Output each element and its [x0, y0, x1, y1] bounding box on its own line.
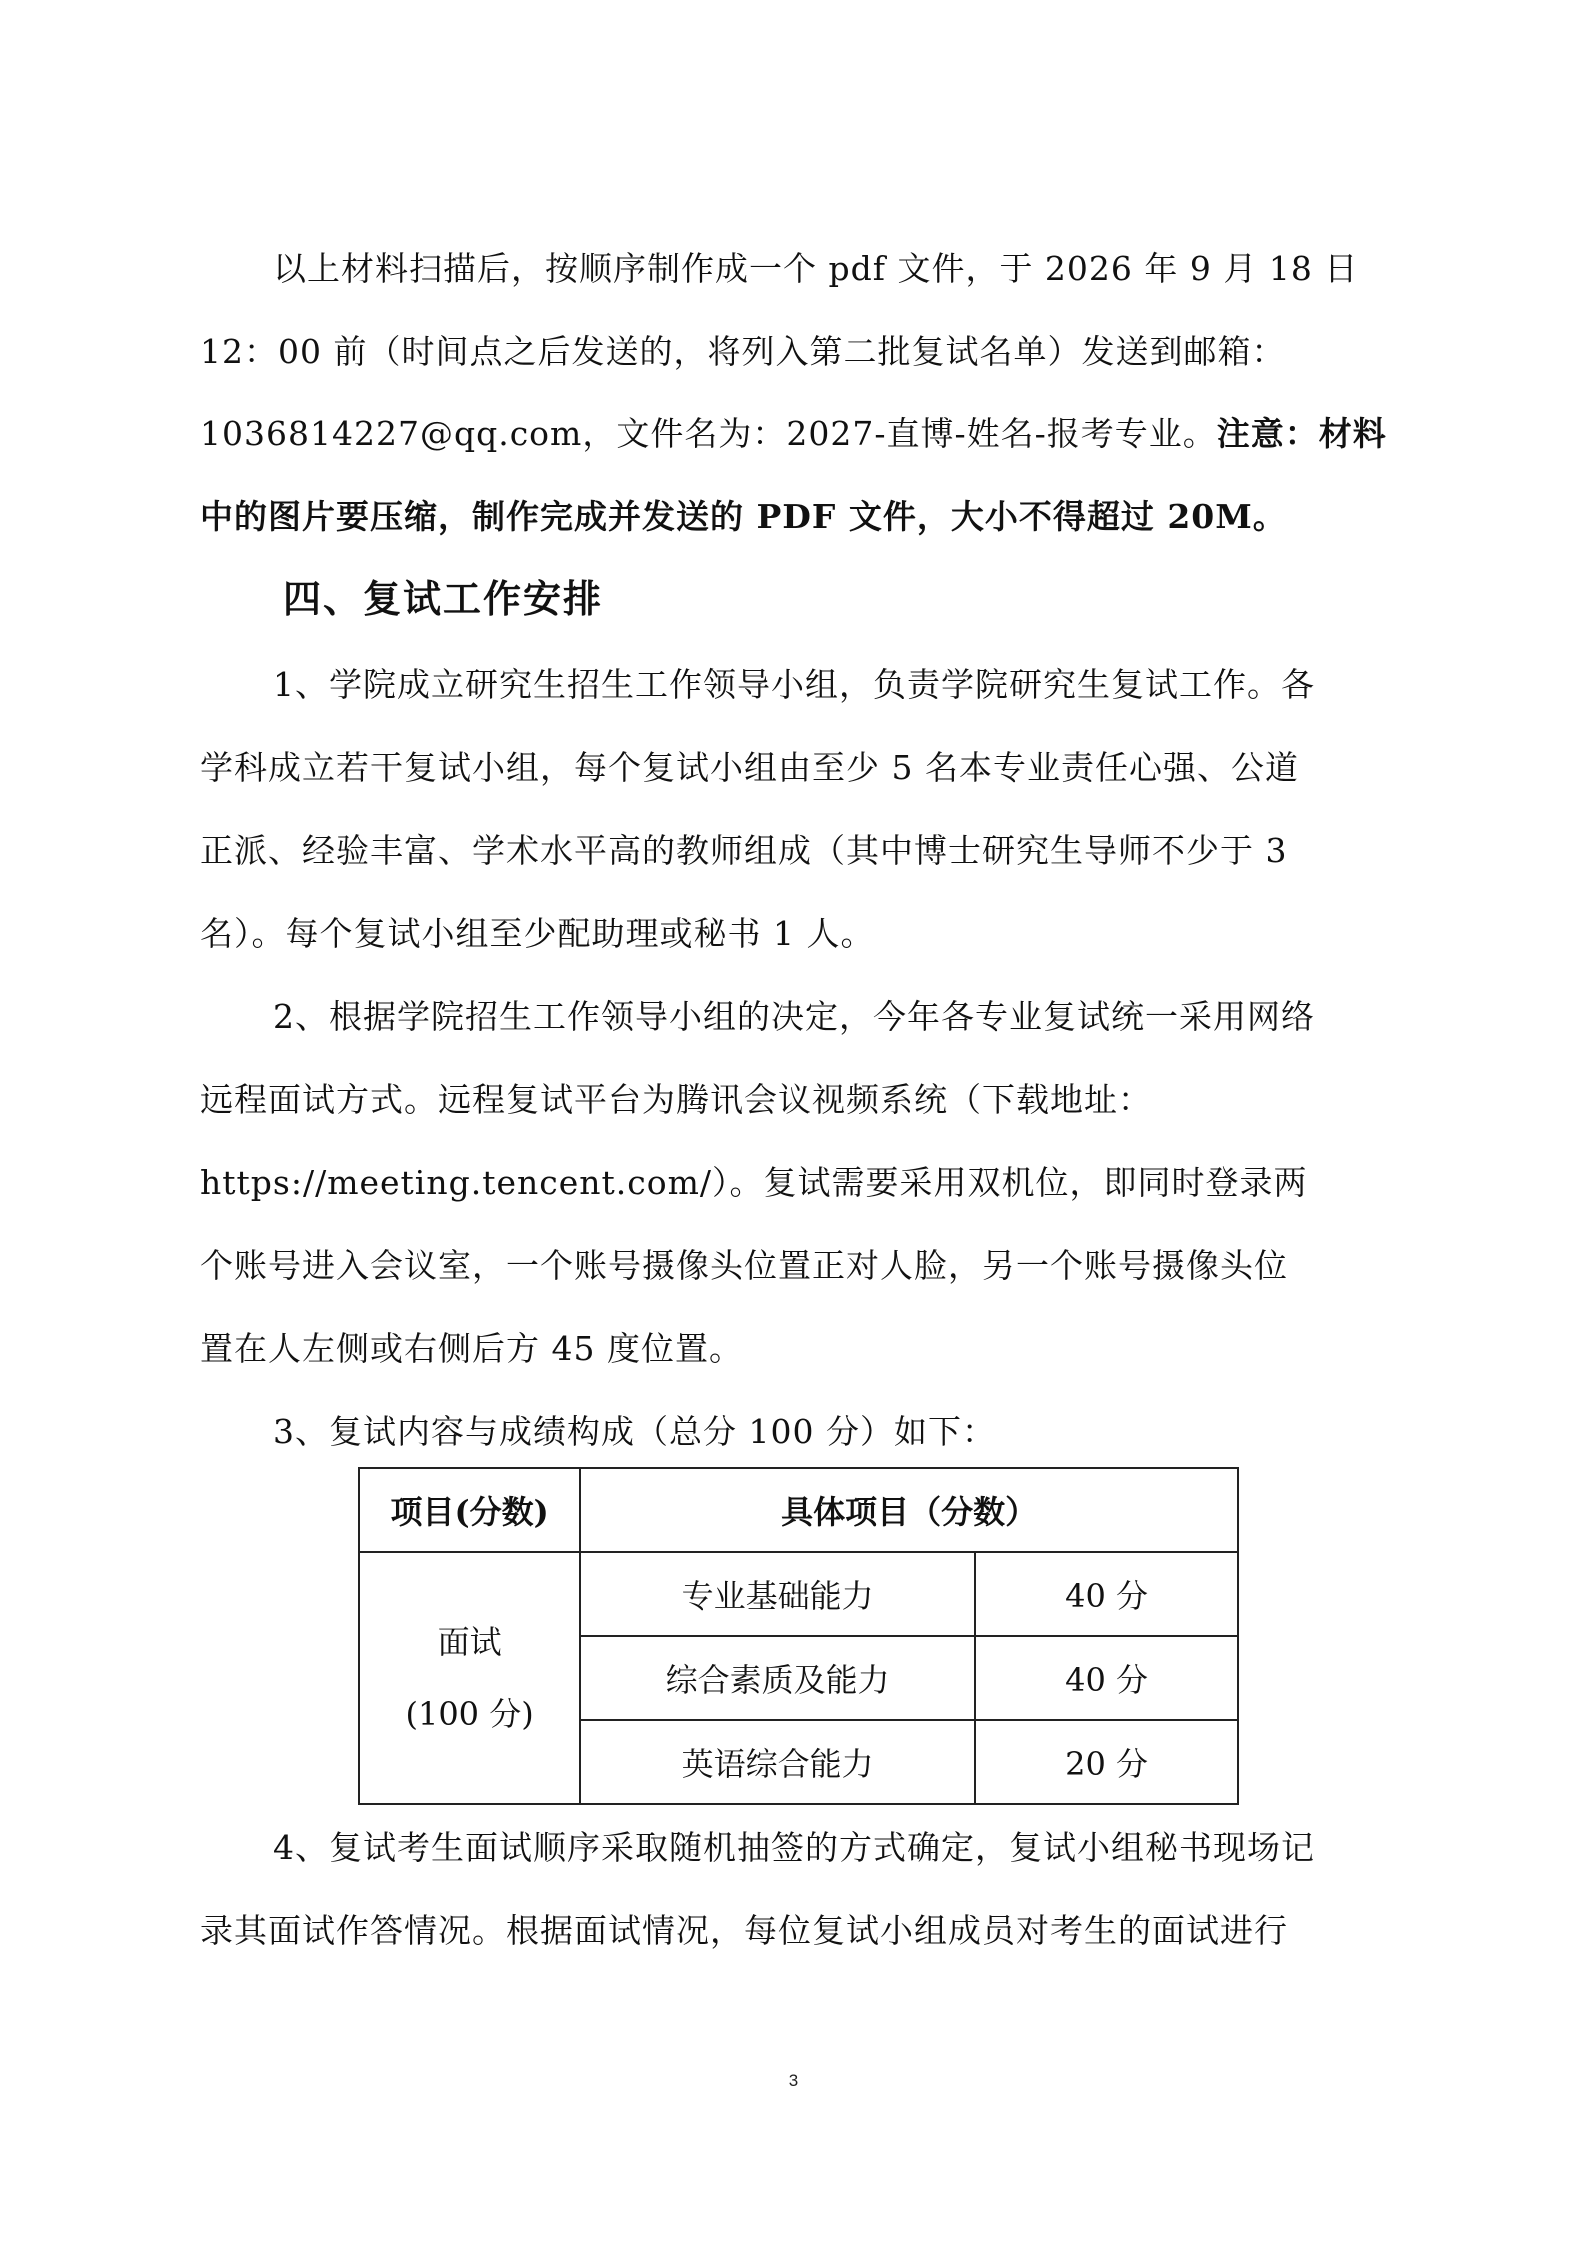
item-4-line-1: 4、复试考生面试顺序采取随机抽签的方式确定，复试小组秘书现场记	[273, 1828, 1315, 1867]
interview-category-name: 面试	[437, 1623, 502, 1661]
submit-paragraph-line-3	[200, 412, 1387, 456]
header-detail-cell: 具体项目（分数）	[580, 1468, 1238, 1552]
item-4-line-2: 录其面试作答情况。根据面试情况，每位复试小组成员对考生的面试进行	[200, 1911, 1288, 1950]
item-1-line-1: 1、学院成立研究生招生工作领导小组，负责学院研究生复试工作。各	[273, 665, 1315, 704]
section-heading: 四、复试工作安排	[283, 576, 604, 621]
row-name-cell: 专业基础能力	[580, 1552, 975, 1636]
row-name-cell: 英语综合能力	[580, 1720, 975, 1804]
email-filename-text: 1036814227@qq.com，文件名为：2027-直博-姓名-报考专业。	[200, 414, 1217, 453]
header-item-cell: 项目(分数)	[359, 1468, 580, 1552]
item-2-line-1: 2、根据学院招生工作领导小组的决定，今年各专业复试统一采用网络	[273, 997, 1315, 1036]
table-header-row	[359, 1468, 1238, 1552]
page-number: 3	[788, 2071, 799, 2090]
row-score-cell: 40 分	[975, 1636, 1238, 1720]
item-1-line-2: 学科成立若干复试小组，每个复试小组由至少 5 名本专业责任心强、公道	[200, 748, 1299, 787]
notice-label-text: 注意：材料	[1216, 414, 1387, 453]
item-1-line-4: 名）。每个复试小组至少配助理或秘书 1 人。	[200, 914, 875, 953]
submit-paragraph-line-2: 12：00 前（时间点之后发送的，将列入第二批复试名单）发送到邮箱：	[200, 332, 1286, 371]
row-score-cell: 40 分	[975, 1552, 1238, 1636]
item-1-line-3: 正派、经验丰富、学术水平高的教师组成（其中博士研究生导师不少于 3	[200, 831, 1288, 870]
submit-paragraph-line-1: 以上材料扫描后，按顺序制作成一个 pdf 文件，于 2026 年 9 月 18 日	[273, 249, 1359, 288]
item-2-line-3: https://meeting.tencent.com/）。复试需要采用双机位，即同时登录两	[200, 1163, 1308, 1202]
submit-paragraph-line-4: 中的图片要压缩，制作完成并发送的 PDF 文件，大小不得超过 20M。	[200, 497, 1287, 536]
score-table	[358, 1467, 1239, 1805]
interview-category-score: (100 分)	[405, 1695, 534, 1733]
table-row	[359, 1552, 1238, 1636]
row-name-cell: 综合素质及能力	[580, 1636, 975, 1720]
item-2-line-2: 远程面试方式。远程复试平台为腾讯会议视频系统（下载地址：	[200, 1080, 1152, 1119]
item-3-line-1: 3、复试内容与成绩构成（总分 100 分）如下：	[273, 1412, 996, 1451]
interview-category-cell	[359, 1552, 580, 1804]
item-2-line-4: 个账号进入会议室，一个账号摄像头位置正对人脸，另一个账号摄像头位	[200, 1246, 1288, 1285]
row-score-cell: 20 分	[975, 1720, 1238, 1804]
item-2-line-5: 置在人左侧或右侧后方 45 度位置。	[200, 1329, 743, 1368]
